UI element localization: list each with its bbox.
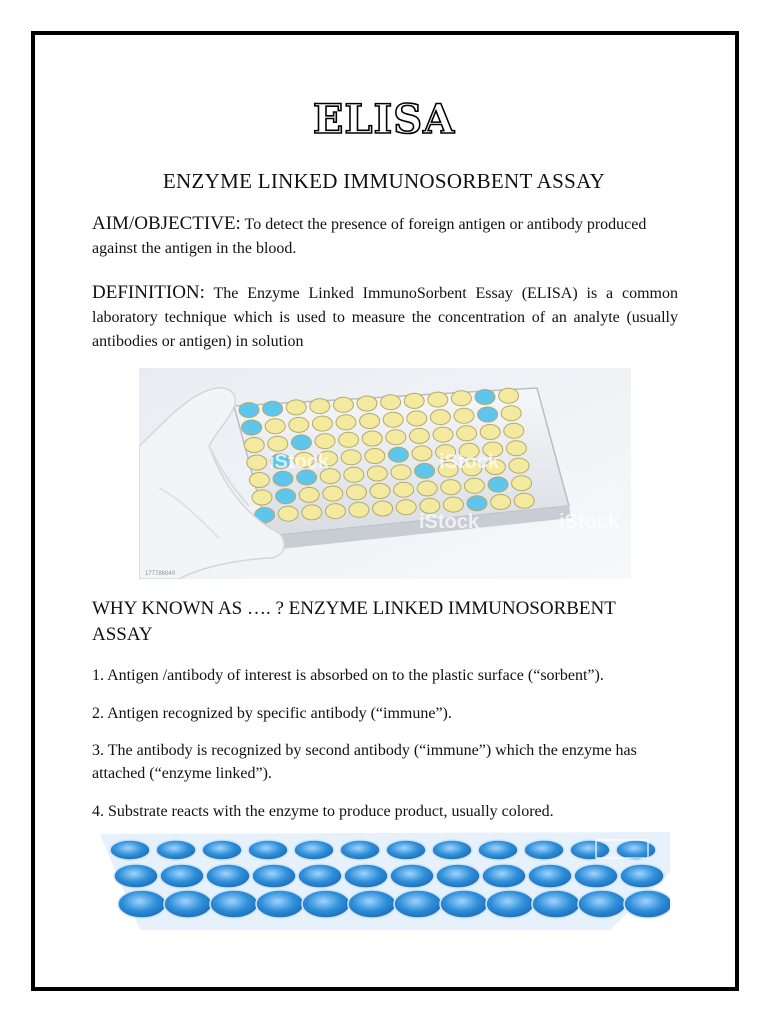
blue-well — [302, 890, 350, 918]
page-subtitle: ENZYME LINKED IMMUNOSORBENT ASSAY — [162, 169, 606, 193]
well — [336, 415, 356, 430]
blue-well — [118, 890, 166, 918]
blue-well — [110, 840, 150, 860]
definition-label: DEFINITION: — [92, 282, 205, 303]
well — [247, 455, 267, 470]
well — [504, 423, 524, 438]
blue-well — [486, 890, 534, 918]
well — [263, 401, 283, 416]
list-item: 3. The antibody is recognized by second antibody (“immune”) which the enzyme has attached (“enzyme linked”). — [92, 742, 637, 782]
well — [362, 431, 382, 446]
well — [407, 411, 427, 426]
well — [357, 396, 377, 411]
well — [278, 506, 298, 521]
well — [475, 390, 495, 405]
blue-well — [210, 890, 258, 918]
well — [291, 435, 311, 450]
blue-well — [624, 890, 670, 918]
well — [325, 504, 345, 519]
why-heading: WHY KNOWN AS …. ? ENZYME LINKED IMMUNOSORBENT ASSAY — [92, 598, 616, 645]
well — [383, 412, 403, 427]
well — [242, 420, 262, 435]
well — [415, 463, 435, 478]
well — [391, 465, 411, 480]
well — [457, 426, 477, 441]
blue-well — [114, 864, 158, 888]
blue-well — [432, 840, 472, 860]
well — [339, 432, 359, 447]
blue-well — [524, 840, 564, 860]
well — [289, 417, 309, 432]
well — [430, 410, 450, 425]
well — [365, 449, 385, 464]
definition-text: The Enzyme Linked ImmunoSorbent Essay (ELISA) is a common laboratory technique which is used to measure the concentration of an analyte (usually antibodies or antigen) in solution — [92, 285, 678, 350]
well — [249, 473, 269, 488]
aim-text: To detect the presence of foreign antigen or antibody produced against the antigen in the blood. — [92, 216, 647, 257]
blue-well — [298, 864, 342, 888]
blue-well — [532, 890, 580, 918]
well — [367, 466, 387, 481]
blue-well — [256, 890, 304, 918]
list-item: 2. Antigen recognized by specific antibody (“immune”). — [92, 705, 452, 722]
blue-wells — [110, 840, 670, 918]
blue-well — [478, 840, 518, 860]
well — [373, 501, 393, 516]
well — [506, 441, 526, 456]
well — [286, 400, 306, 415]
definition-paragraph — [92, 281, 678, 354]
blue-well — [248, 840, 288, 860]
well — [344, 467, 364, 482]
aim-paragraph — [92, 212, 678, 261]
watermark-text: iStock — [559, 511, 620, 533]
well — [360, 414, 380, 429]
well — [299, 487, 319, 502]
well — [443, 497, 463, 512]
aim-label: AIM/OBJECTIVE: — [92, 213, 241, 234]
blue-well — [206, 864, 250, 888]
blue-well — [578, 890, 626, 918]
well — [370, 484, 390, 499]
blue-well — [616, 840, 656, 860]
blue-well — [344, 864, 388, 888]
well — [341, 450, 361, 465]
well — [239, 403, 259, 418]
well — [265, 419, 285, 434]
well — [509, 458, 529, 473]
well — [412, 446, 432, 461]
blue-well — [570, 840, 610, 860]
well — [276, 489, 296, 504]
well — [346, 485, 366, 500]
list-item: 1. Antigen /antibody of interest is absorbed on to the plastic surface (“sorbent”). — [92, 667, 604, 684]
blue-well — [164, 890, 212, 918]
watermark-text: iStock — [419, 511, 480, 533]
blue-well — [386, 840, 426, 860]
well — [323, 486, 343, 501]
blue-well — [252, 864, 296, 888]
well — [464, 478, 484, 493]
well — [333, 397, 353, 412]
well — [451, 391, 471, 406]
well — [273, 471, 293, 486]
blue-well — [528, 864, 572, 888]
well — [478, 407, 498, 422]
well — [396, 500, 416, 515]
blue-well — [348, 890, 396, 918]
blue-well — [202, 840, 242, 860]
well — [302, 505, 322, 520]
blue-well — [156, 840, 196, 860]
blue-well — [620, 864, 664, 888]
well — [312, 416, 332, 431]
well — [491, 495, 511, 510]
elisa-plate-photo — [139, 368, 631, 579]
well — [512, 476, 532, 491]
well — [381, 395, 401, 410]
blue-well-plate-photo — [100, 832, 670, 930]
blue-well — [294, 840, 334, 860]
well — [386, 430, 406, 445]
page-title: ELISA — [312, 96, 456, 143]
well — [501, 406, 521, 421]
blue-well — [390, 864, 434, 888]
watermark-text: iStock — [269, 451, 330, 473]
well — [417, 481, 437, 496]
well — [514, 493, 534, 508]
well — [310, 399, 330, 414]
well — [349, 502, 369, 517]
well — [488, 477, 508, 492]
blue-well — [440, 890, 488, 918]
well — [388, 447, 408, 462]
well — [244, 438, 264, 453]
watermark-text: iStock — [439, 451, 500, 473]
well — [499, 388, 519, 403]
well — [404, 393, 424, 408]
image-credit: 177786040 — [145, 571, 176, 577]
well — [454, 408, 474, 423]
well — [268, 436, 288, 451]
blue-well — [574, 864, 618, 888]
well — [394, 482, 414, 497]
blue-well — [482, 864, 526, 888]
well — [428, 392, 448, 407]
well — [315, 434, 335, 449]
blue-well — [436, 864, 480, 888]
well — [467, 496, 487, 511]
well — [433, 427, 453, 442]
well — [252, 490, 272, 505]
blue-well — [160, 864, 204, 888]
well — [441, 480, 461, 495]
list-item: 4. Substrate reacts with the enzyme to produce product, usually colored. — [92, 803, 554, 820]
well — [409, 428, 429, 443]
blue-well — [340, 840, 380, 860]
well — [480, 425, 500, 440]
blue-well — [394, 890, 442, 918]
